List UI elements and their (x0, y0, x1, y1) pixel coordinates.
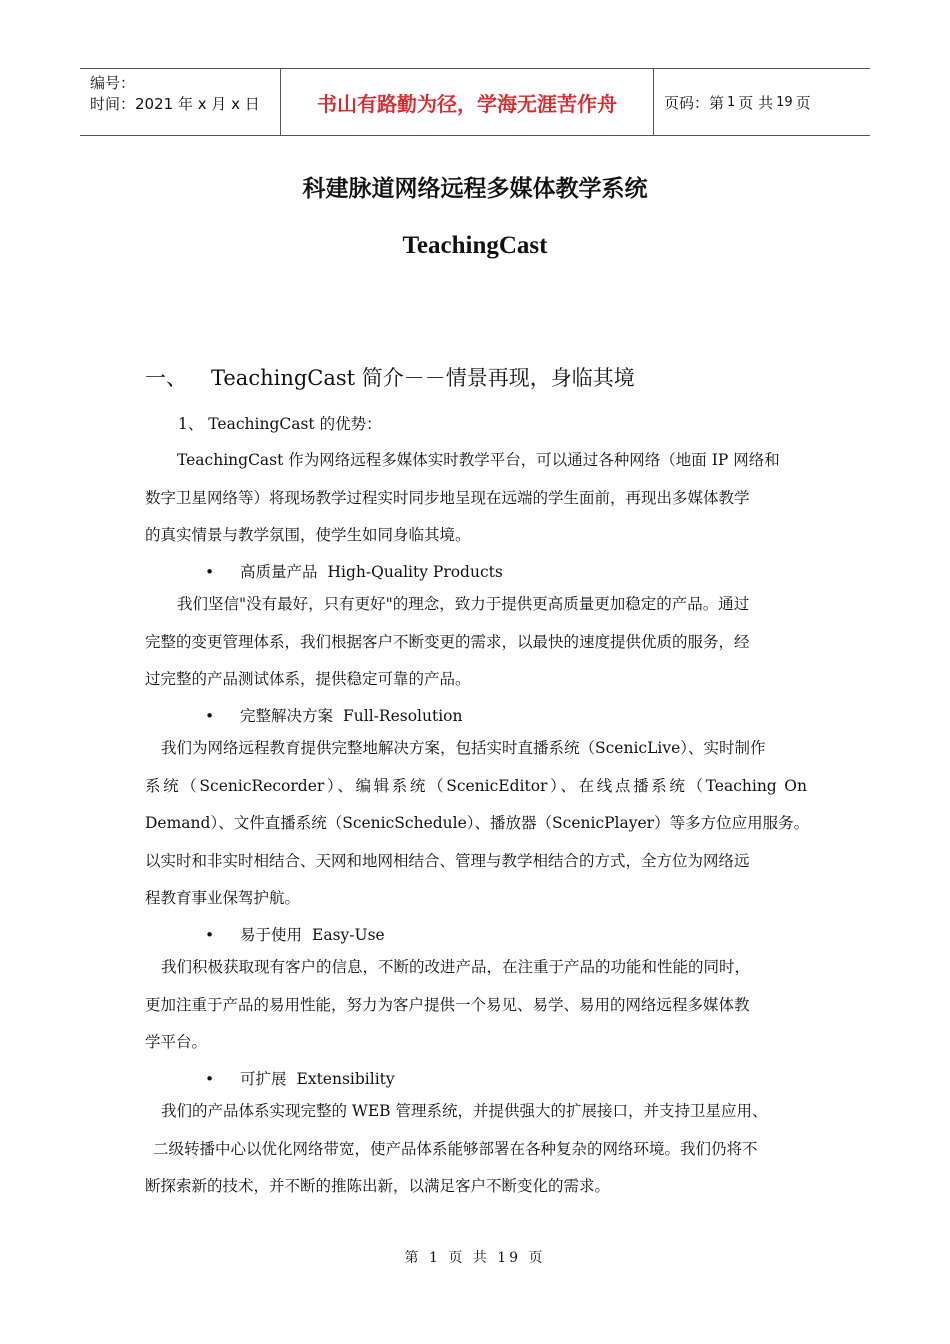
bullet-title-en: Easy-Use (312, 926, 385, 944)
section-number: 一、 (145, 366, 187, 390)
bullet-item (205, 704, 462, 726)
paragraph-line: 我们坚信"没有最好，只有更好"的理念，致力于提供更高质量更加稳定的产品。通过 (177, 595, 750, 613)
paragraph-line: 系统（ScenicRecorder）、编辑系统（ScenicEditor）、在线点播系统（Teaching On (145, 776, 807, 795)
paragraph-line: 我们积极获取现有客户的信息，不断的改进产品，在注重于产品的功能和性能的同时， (161, 958, 751, 976)
bullet-title-cn: 完整解决方案 (240, 707, 334, 725)
paragraph-line: 断探索新的技术，并不断的推陈出新，以满足客户不断变化的需求。 (145, 1177, 611, 1195)
section-title: TeachingCast 简介－－情景再现，身临其境 (211, 366, 635, 390)
paragraph-line: 更加注重于产品的易用性能，努力为客户提供一个易见、易学、易用的网络远程多媒体教 (145, 995, 750, 1014)
footer-prefix: 第 (404, 1250, 422, 1266)
time-label: 时间：2021 年 x 月 x 日 (90, 95, 260, 113)
section-heading (145, 362, 635, 392)
bullet-item (205, 560, 503, 582)
bullet-paragraph (145, 1093, 807, 1206)
paragraph-line: 的真实情景与教学氛围，使学生如同身临其境。 (145, 526, 471, 544)
bullet-icon: • (205, 563, 215, 581)
paragraph-line: Demand）、文件直播系统（ScenicSchedule）、播放器（ScenicPlayer）等多方位应用服务。 (145, 814, 810, 832)
bullet-title-en: Full-Resolution (343, 707, 463, 725)
page-current: 1 (727, 94, 736, 110)
bullet-item (205, 923, 385, 945)
header-motto: 书山有路勤为径，学海无涯苦作舟 (281, 69, 654, 135)
document-subtitle: TeachingCast (402, 232, 548, 259)
bullet-paragraph (145, 586, 807, 699)
paragraph-line: 程教育事业保驾护航。 (145, 889, 301, 907)
paragraph-line: 我们为网络远程教育提供完整地解决方案，包括实时直播系统（ScenicLive）、实时制作 (161, 739, 766, 757)
bullet-title-en: High-Quality Products (327, 563, 503, 581)
page-label-prefix: 页码：第 (664, 93, 725, 112)
page-footer (0, 1247, 950, 1267)
paragraph-line: 完整的变更管理体系，我们根据客户不断变更的需求，以最快的速度提供优质的服务，经 (145, 632, 750, 651)
footer-suffix: 页 (528, 1250, 546, 1266)
paragraph-line: 我们的产品体系实现完整的 WEB 管理系统，并提供强大的扩展接口，并支持卫星应用、 (161, 1102, 768, 1120)
footer-total: 19 (497, 1250, 522, 1266)
bullet-item (205, 1067, 395, 1089)
bullet-title-cn: 高质量产品 (240, 563, 318, 581)
page-total: 19 (776, 94, 793, 110)
header-page-info (654, 69, 870, 135)
paragraph-line: 学平台。 (145, 1033, 208, 1051)
footer-current: 1 (428, 1250, 441, 1266)
bullet-title-en: Extensibility (296, 1070, 395, 1088)
header-meta (80, 69, 281, 135)
bullet-icon: • (205, 707, 215, 725)
bullet-paragraph (145, 949, 807, 1062)
document-title: 科建脉道网络远程多媒体教学系统 (302, 176, 648, 202)
subsection-heading: 1、 TeachingCast 的优势： (178, 415, 382, 433)
paragraph-line: 数字卫星网络等）将现场教学过程实时同步地呈现在远端的学生面前，再现出多媒体教学 (145, 488, 750, 507)
bullet-icon: • (205, 1070, 215, 1088)
code-label: 编号： (90, 74, 136, 92)
page-header (80, 68, 870, 136)
paragraph-line: 过完整的产品测试体系，提供稳定可靠的产品。 (145, 670, 471, 688)
bullet-icon: • (205, 926, 215, 944)
intro-paragraph (145, 442, 807, 555)
page-label-mid: 页 共 (738, 93, 774, 112)
footer-mid: 页 共 (448, 1250, 490, 1266)
paragraph-line: 以实时和非实时相结合、天网和地网相结合、管理与教学相结合的方式，全方位为网络远 (145, 851, 750, 870)
bullet-title-cn: 易于使用 (240, 926, 303, 944)
bullet-title-cn: 可扩展 (240, 1070, 287, 1088)
bullet-paragraph (145, 730, 810, 918)
paragraph-line: TeachingCast 作为网络远程多媒体实时教学平台，可以通过各种网络（地面 IP 网络和 (177, 451, 780, 469)
paragraph-line: 二级转播中心以优化网络带宽，使产品体系能够部署在各种复杂的网络环境。我们仍将不 (153, 1139, 758, 1158)
page-label-suffix: 页 (795, 93, 811, 112)
